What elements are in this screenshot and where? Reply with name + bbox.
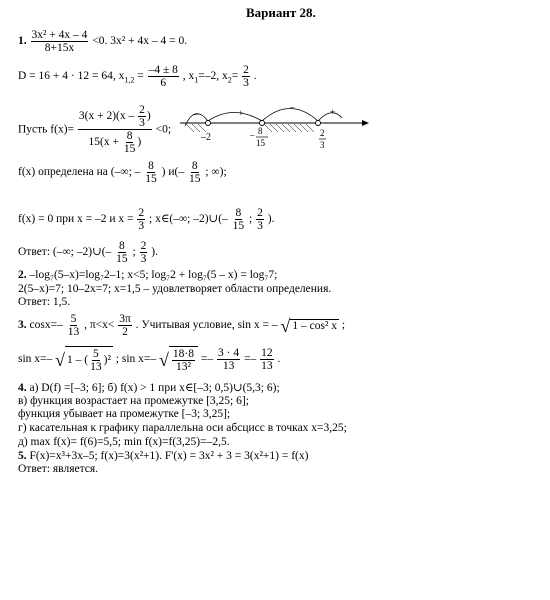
axis-arrow	[362, 120, 369, 126]
task1-line	[18, 29, 187, 54]
label-3: 3	[320, 140, 325, 150]
task1-equation: <0. 3x² + 4x – 4 = 0.	[92, 35, 188, 48]
label-2: 2	[320, 128, 325, 138]
task3-line1: 3. cosx=– $\frac{5}{13}$ , π<x< $\frac{3\pi}{2}$ . Учитывая условие, sin x = – √ 1 – cos² x ;	[18, 313, 346, 339]
function-definition: Пусть f(x)= 3(x + 2)(x – $\frac{2}{3}$ ) 15(x + $\frac{8}{15}$ ) <0;	[18, 104, 172, 156]
svg-text:–: –	[250, 130, 255, 140]
sign-plus: +	[330, 107, 336, 117]
sign-arc	[208, 113, 262, 122]
task4-number: 4.	[18, 382, 27, 394]
point-minus-8-15	[260, 121, 265, 126]
task4-line1: 4. а) D(f) =[–3; 6]; б) f(x) > 1 при x∈[–3; 0,5)∪(5,3; 6);	[18, 382, 280, 394]
task5-line1: 5. F(x)=x³+3x–5; f(x)=3(x²+1). F'(x) = 3x² + 3 = 3(x²+1) = f(x)	[18, 450, 309, 462]
task4-line3: функция убывает на промежутке [–3; 3,25];	[18, 408, 231, 420]
discriminant-line: D = 16 + 4 · 12 = 64, $x_{1,2}$ = $\frac{-4 \pm 8}{6}$ , $x_1=-2$, $x_2=$ $\frac{2}{3}$ .	[18, 64, 257, 90]
sign-minus: –	[290, 102, 295, 112]
task2-line1: 2. –log₇(5–x)=log₇2–1; x<5; log₇2 + log₇(5 – x) = log₇7;	[18, 269, 278, 281]
sign-plus: +	[238, 108, 244, 118]
task2-answer: Ответ: 1,5.	[18, 296, 71, 308]
roots-fraction: $\frac{-4 \pm 8}{6}$	[148, 64, 178, 90]
number-line-diagram	[180, 96, 370, 156]
label-minus-two: –2	[201, 132, 211, 143]
task3-number: 3.	[18, 319, 27, 332]
function-fraction: 3(x + 2)(x – $\frac{2}{3}$ ) 15(x + $\frac{8}{15}$ )	[78, 104, 151, 156]
task1-answer: Ответ: (–∞; –2)∪(– $\frac{8}{15}$ ; $\frac{2}{3}$ ).	[18, 240, 158, 266]
task1-fraction: $\frac{\text{3x² + 4x – 4}}{8+15x}$	[31, 29, 88, 55]
task3-line2: sin x=– √ 1 – ( $\frac{5}{13}$ )² ; sin x=– √ $\frac{18\cdot 8}{\text{13²}}$ =– $\frac{3 \cdot 4}{13}$ =– $\frac{12}{13}$ .	[18, 347, 281, 374]
task2-line2: 2(5–x)=7; 10–2x=7; x=1,5 – удовлетворяет области определения.	[18, 283, 332, 295]
sign-minus: –	[194, 109, 199, 119]
page-title: Вариант 28.	[246, 5, 316, 20]
task4-line5: д) max f(x)= f(6)=5,5; min f(x)=f(3,25)=–2,5.	[18, 436, 230, 448]
square-root: √ $\frac{18\cdot 8}{\text{13²}}$	[159, 346, 198, 373]
point-minus-two	[206, 121, 211, 126]
task5-number: 5.	[18, 450, 27, 462]
label-8: 8	[258, 126, 263, 136]
label-15: 15	[256, 138, 265, 148]
domain-line: f(x) определена на (–∞; – $\frac{8}{15}$ ) и(– $\frac{8}{15}$ ; ∞);	[18, 160, 227, 186]
task4-line2: в) функция возрастает на промежутке [3,25; 6];	[18, 395, 249, 407]
square-root: √ 1 – ( $\frac{5}{13}$ )²	[55, 348, 111, 374]
task4-line4: г) касательная к графику параллельна оси абсцисс в точках x=3,25;	[18, 422, 347, 434]
point-two-thirds	[316, 121, 321, 126]
square-root: √ 1 – cos² x	[280, 315, 338, 336]
task1-number: 1.	[18, 35, 27, 48]
zeros-line: f(x) = 0 при x = –2 и x = $\frac{2}{3}$ ; x∈(–∞; –2)∪(– $\frac{8}{15}$ ; $\frac{2}{3}$ ).	[18, 207, 275, 233]
task2-number: 2.	[18, 269, 27, 281]
task5-answer: Ответ: является.	[18, 463, 99, 475]
